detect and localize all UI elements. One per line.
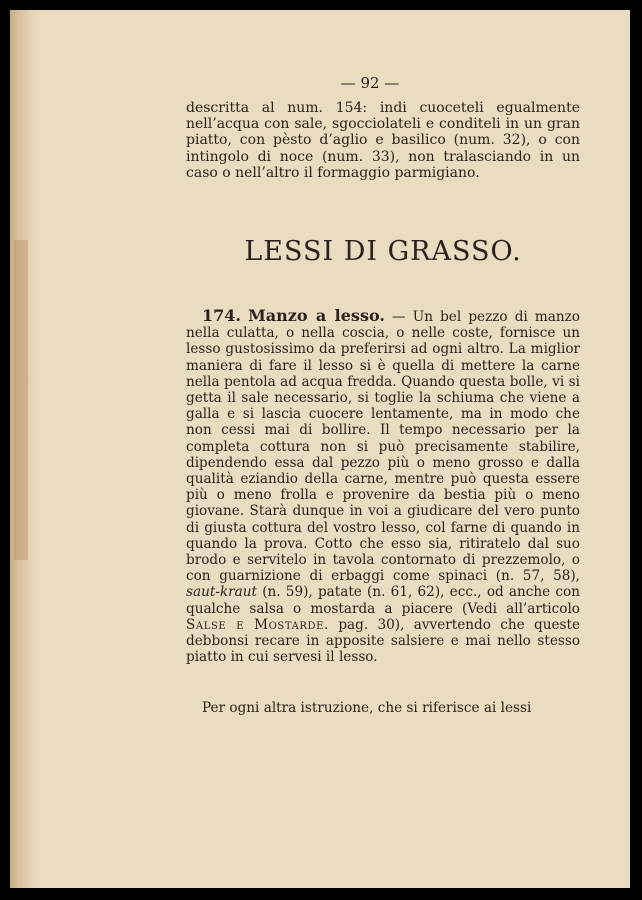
- closing-line: Per ogni altra istruzione, che si riferisce ai lessi: [202, 700, 532, 716]
- page-number: — 92 —: [340, 74, 400, 92]
- recipe-text-2: (n. 59), patate (n. 61, 62), ecc., od anche con qualche salsa o mostarda a piacere (Vedi all’articolo: [186, 584, 580, 617]
- recipe-text-1: Un bel pezzo di manzo nella culatta, o nella coscia, o nelle coste, fornisce un lesso gustosissimo da preferirsi ad ogni altro. La miglior maniera di fare il lesso si è quella di mettere la carne nella pentola ad acqua fredda. Quando questa bolle, vi si getta il sale necessario, si toglie la schiuma che viene a galla e si lascia cuocere lentamente, ma in modo che non cessi mai di bollire. Il tempo necessario per la completa cottura non si può precisamente stabilire, dipendendo essa dal pezzo più o meno grosso e dalla qualità eziandio della carne, mentre può questa essere più o meno frolla e provenire da bestia più o meno giovane. Starà dunque in voi a giudicare del vero punto di giusta cottura del vostro lesso, col farne di quando in quando la prova. Cotto che esso sia, ritiratelo dal suo brodo e servitelo in tavola contornato di prezzemolo, o con guarnizione di erbaggi come spinaci (n. 57, 58),: [186, 309, 580, 585]
- intro-paragraph: descritta al num. 154: indi cuoceteli egualmente nell’acqua con sale, sgocciolateli e conditeli in un gran piatto, con pèsto d’aglio e basilico (num. 32), o con intingolo di noce (num. 33), non tralasciando in un caso o nell’altro il formaggio parmigiano.: [186, 100, 580, 181]
- recipe-dash: —: [392, 309, 406, 325]
- recipe-name: Manzo a lesso.: [248, 306, 385, 325]
- edge-stain: [14, 240, 28, 560]
- recipe-italic-term: saut-kraut: [186, 584, 257, 601]
- section-title: LESSI DI GRASSO.: [244, 236, 522, 267]
- recipe-paragraph: [186, 308, 580, 665]
- book-page: [10, 10, 630, 888]
- recipe-text-3: pag. 30), avvertendo che queste debbonsi recare in apposite salsiere e mai nello stesso piatto in cui servesi il lesso.: [186, 616, 580, 666]
- recipe-number: 174.: [202, 306, 241, 325]
- recipe-smallcaps-ref: Salse e Mostarde.: [186, 616, 329, 633]
